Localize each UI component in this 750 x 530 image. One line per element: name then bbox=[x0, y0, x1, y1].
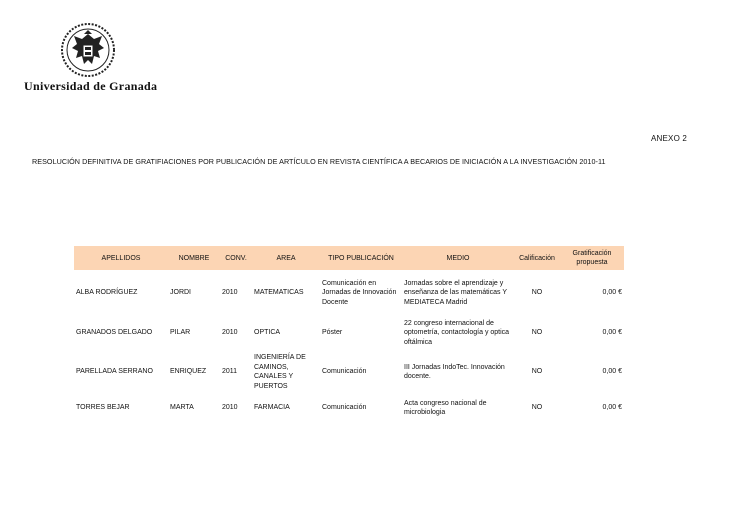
header-conv: CONV. bbox=[220, 246, 252, 270]
header-medio: MEDIO bbox=[402, 246, 514, 270]
cell-apellidos: TORRES BEJAR bbox=[76, 404, 130, 412]
header-gratificacion: Gratificación propuesta bbox=[560, 246, 624, 270]
cell-gratificacion: 0,00 € bbox=[602, 368, 622, 376]
header-apellidos: APELLIDOS bbox=[74, 246, 168, 270]
grants-table bbox=[74, 246, 624, 422]
cell-area: OPTICA bbox=[254, 329, 281, 337]
cell-gratificacion: 0,00 € bbox=[602, 289, 622, 297]
cell-conv: 2010 bbox=[222, 404, 238, 412]
table-row bbox=[74, 350, 624, 394]
cell-tipo: Póster bbox=[322, 329, 343, 337]
cell-calificacion: NO bbox=[531, 329, 543, 337]
header-calificacion: Calificación bbox=[514, 246, 560, 270]
table-row bbox=[74, 316, 624, 350]
table-header-row bbox=[74, 246, 624, 270]
cell-calificacion: NO bbox=[531, 404, 543, 412]
cell-calificacion: NO bbox=[531, 368, 543, 376]
cell-medio: Jornadas sobre el aprendizaje y enseñanza de las matemáticas Y MEDIATECA Madrid bbox=[404, 279, 507, 306]
cell-conv: 2011 bbox=[222, 368, 238, 376]
cell-nombre: ENRIQUEZ bbox=[170, 368, 207, 376]
table-row bbox=[74, 270, 624, 316]
cell-nombre: PILAR bbox=[170, 329, 191, 337]
cell-conv: 2010 bbox=[222, 329, 238, 337]
cell-nombre: MARTA bbox=[170, 404, 194, 412]
cell-tipo: Comunicación bbox=[322, 404, 367, 412]
cell-medio: 22 congreso internacional de optometría, contactología y optica oftálmica bbox=[404, 319, 510, 346]
annex-label: ANEXO 2 bbox=[651, 134, 688, 143]
cell-gratificacion: 0,00 € bbox=[602, 329, 622, 337]
cell-calificacion: NO bbox=[531, 289, 543, 297]
cell-gratificacion: 0,00 € bbox=[602, 404, 622, 412]
cell-apellidos: GRANADOS DELGADO bbox=[76, 329, 153, 337]
cell-area: FARMACIA bbox=[254, 404, 290, 412]
university-seal-icon bbox=[60, 22, 116, 78]
cell-tipo: Comunicación bbox=[322, 368, 367, 376]
cell-medio: III Jornadas IndoTec. Innovación docente. bbox=[404, 363, 505, 380]
header-nombre: NOMBRE bbox=[168, 246, 220, 270]
cell-area: INGENIERÍA DE CAMINOS, CANALES Y PUERTOS bbox=[254, 354, 306, 390]
resolution-title: RESOLUCIÓN DEFINITIVA DE GRATIFIACIONES POR PUBLICACIÓN DE ARTÍCULO EN REVISTA CIENTÍFICA A BECARIOS DE INICIACIÓN A LA INVESTIGACIÓN 2010-11 bbox=[32, 157, 606, 166]
cell-nombre: JORDI bbox=[170, 289, 191, 297]
cell-area: MATEMATICAS bbox=[254, 289, 304, 297]
university-name: Universidad de Granada bbox=[24, 79, 158, 93]
header-tipo: TIPO PUBLICACIÓN bbox=[320, 246, 402, 270]
header-area: AREA bbox=[252, 246, 320, 270]
cell-tipo: Comunicación en Jornadas de Innovación Docente bbox=[322, 279, 397, 306]
cell-apellidos: ALBA RODRÍGUEZ bbox=[76, 289, 138, 297]
cell-medio: Acta congreso nacional de microbiologia bbox=[404, 399, 487, 416]
table-row bbox=[74, 394, 624, 422]
cell-conv: 2010 bbox=[222, 289, 238, 297]
cell-apellidos: PARELLADA SERRANO bbox=[76, 368, 153, 376]
